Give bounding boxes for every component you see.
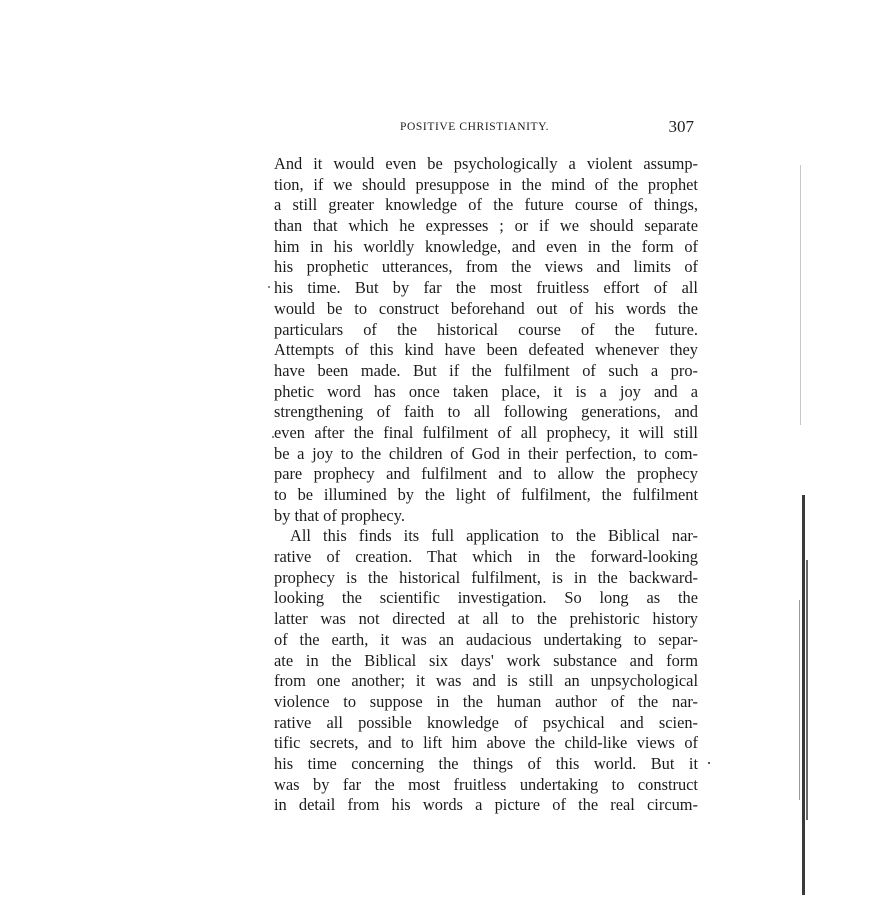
paragraph-end-line: by that of prophecy. [274,505,405,525]
text-line: rative all possible knowledge of psychical and scien- [274,712,698,732]
text-line: even after the final fulfilment of all prophecy, it will still [274,422,698,442]
text-line: would be to construct beforehand out of his words the [274,298,698,318]
text-line: tion, if we should presuppose in the mind of the prophet [274,174,698,194]
scan-edge-mark [799,600,800,800]
paragraph-start-line: All this finds its full application to the Biblical nar- [290,526,698,546]
scan-edge-mark [268,286,270,288]
running-head: POSITIVE CHRISTIANITY. [400,121,550,133]
text-line: to be illumined by the light of fulfilment, the fulfilment [274,485,698,504]
text-line: violence to suppose in the human author of the nar- [274,691,698,711]
text-line: than that which he expresses ; or if we should separate [274,216,698,236]
scan-edge-mark [800,165,801,425]
text-line: his prophetic utterances, from the views and limits of [274,257,698,277]
scan-edge-mark [806,560,808,820]
text-line: prophecy is the historical fulfilment, is in the backward- [274,567,698,587]
text-line: from one another; it was and is still an unpsychological [274,671,698,691]
text-line: in detail from his words a picture of the real circum- [274,795,698,815]
text-line: particulars of the historical course of the future. [274,319,698,339]
body-text [274,154,698,816]
text-line: tific secrets, and to lift him above the child-like views of [274,733,698,753]
text-line: a still greater knowledge of the future course of things, [274,195,698,215]
text-line: strengthening of faith to all following generations, and [274,402,698,422]
text-line: his time concerning the things of this world. But it [274,753,698,773]
text-line: phetic word has once taken place, it is a joy and a [274,381,698,401]
text-line: looking the scientific investigation. So long as the [274,588,698,608]
page-number: 307 [668,117,694,136]
text-line: be a joy to the children of God in their perfection, to com- [274,443,698,463]
text-line: of the earth, it was an audacious undertaking to separ- [274,629,698,649]
text-line: his time. But by far the most fruitless effort of all [274,278,698,298]
text-line: have been made. But if the fulfilment of such a pro- [274,360,698,380]
scan-edge-mark [272,436,274,438]
text-line: And it would even be psychologically a violent assump- [274,154,698,173]
text-line: latter was not directed at all to the prehistoric history [274,609,698,629]
text-line: was by far the most fruitless undertaking to construct [274,774,698,794]
text-line: him in his worldly knowledge, and even in the form of [274,236,698,256]
text-line: ate in the Biblical six days' work substance and form [274,650,698,670]
text-line: rative of creation. That which in the forward-looking [274,547,698,567]
page-header [274,117,698,141]
text-line: pare prophecy and fulfilment and to allow the prophecy [274,464,698,484]
scan-edge-mark [708,762,710,764]
text-line: Attempts of this kind have been defeated whenever they [274,340,698,360]
scan-edge-mark [802,495,805,895]
